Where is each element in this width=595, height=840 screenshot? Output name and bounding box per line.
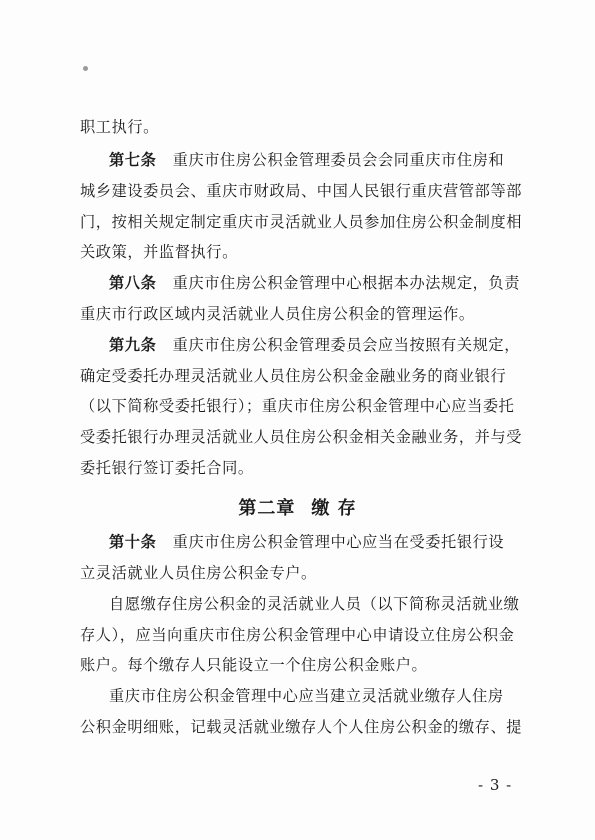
article-7-heading: 第七条 (109, 151, 157, 169)
text-line: 自愿缴存住房公积金的灵活就业人员（以下简称灵活就业缴 (109, 595, 520, 613)
text-line: （以下简称受委托银行）；重庆市住房公积金管理中心应当委托 (80, 397, 515, 415)
text-line: 重庆市住房公积金管理中心应当建立灵活就业缴存人住房 (109, 687, 504, 705)
text-line: 存人），应当向重庆市住房公积金管理中心申请设立住房公积金 (80, 626, 515, 644)
text-line: 立灵活就业人员住房公积金专户。 (80, 564, 317, 582)
text-line: 确定受委托办理灵活就业人员住房公积金金融业务的商业银行 (80, 367, 507, 385)
scan-dot-mark (83, 66, 88, 71)
text-line: 受委托银行办理灵活就业人员住房公积金相关金融业务，并与受 (80, 428, 523, 446)
chapter-number: 第二章 (238, 498, 296, 519)
article-7-first-line (109, 150, 504, 170)
article-8-heading: 第八条 (109, 274, 157, 292)
text-line: 重庆市行政区域内灵活就业人员住房公积金的管理运作。 (80, 305, 475, 323)
text-line: 委托银行签订委托合同。 (80, 459, 254, 477)
text-line: 账户。每个缴存人只能设立一个住房公积金账户。 (80, 656, 428, 674)
text-line: 公积金明细账，记载灵活就业缴存人个人住房公积金的缴存、提 (80, 718, 523, 736)
article-10-heading: 第十条 (109, 533, 157, 551)
text-line: 重庆市住房公积金管理中心根据本办法规定，负责 (172, 274, 520, 292)
page-number: - 3 - (478, 776, 513, 794)
text-line: 重庆市住房公积金管理委员会应当按照有关规定， (172, 336, 520, 354)
text-line: 职工执行。 (80, 118, 159, 136)
article-10-first-line (109, 532, 504, 552)
article-9-first-line (109, 335, 520, 355)
text-line: 门，按相关规定制定重庆市灵活就业人员参加住房公积金制度相 (80, 213, 523, 231)
text-line: 城乡建设委员会、重庆市财政局、中国人民银行重庆营管部等部 (80, 182, 523, 200)
text-line: 关政策，并监督执行。 (80, 243, 238, 261)
article-9-heading: 第九条 (109, 336, 157, 354)
text-line: 重庆市住房公积金管理委员会会同重庆市住房和 (172, 151, 505, 169)
chapter-title: 缴 存 (311, 498, 357, 519)
article-8-first-line (109, 273, 520, 293)
chapter-heading (0, 497, 595, 521)
text-line: 重庆市住房公积金管理中心应当在受委托银行设 (172, 533, 505, 551)
